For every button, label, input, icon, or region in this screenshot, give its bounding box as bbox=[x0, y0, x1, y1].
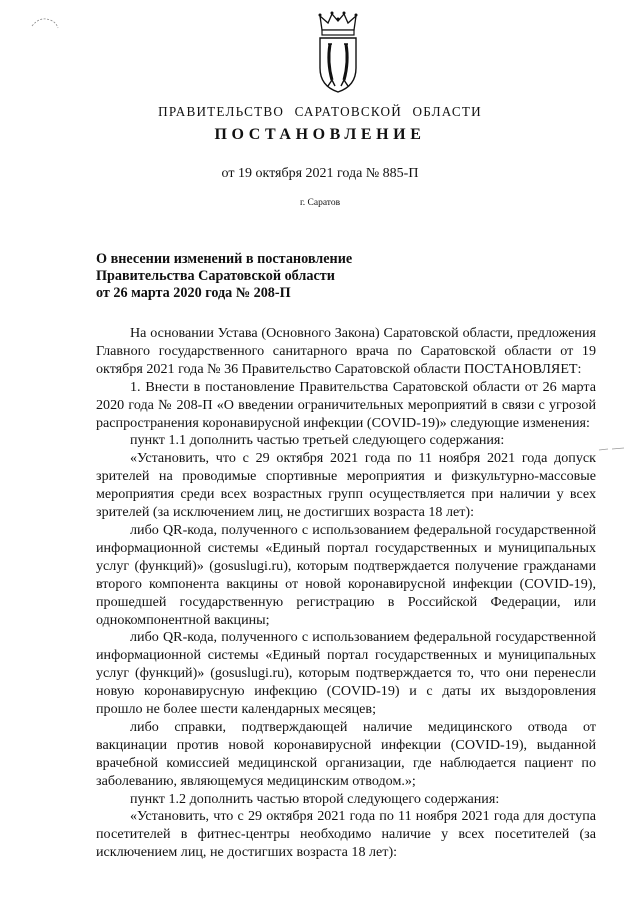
body-paragraph: либо QR-кода, полученного с использованием федеральной государственной информационной системы «Единый портал государственных и муниципальных услуг (функций)» (gosuslugi.ru), которым подтверждается получение гражданами второго компонента вакцины от новой коронавирусной инфекции (COVID-19), прошедшей государственную регистрацию в Российской Федерации, или однокомпонентной вакцины; bbox=[96, 521, 596, 628]
scan-artifact-mark bbox=[30, 14, 60, 30]
gov-word: ПРАВИТЕЛЬСТВО bbox=[158, 104, 285, 119]
body-paragraph: «Установить, что с 29 октября 2021 года по 11 ноября 2021 года для доступа посетителей в фитнес-центры необходимо наличие у всех посетителей (за исключением лиц, не достигших возраста 18 лет): bbox=[96, 808, 596, 861]
saratov-coat-of-arms-icon bbox=[316, 10, 360, 94]
document-body bbox=[96, 325, 596, 862]
body-paragraph: «Установить, что с 29 октября 2021 года по 11 ноября 2021 года допуск зрителей на проводимые спортивные мероприятия и физкультурно-массовые мероприятия среди всех возрастных групп осуществляется при наличии у всех зрителей (за исключением лиц, не достигших возраста 18 лет): bbox=[96, 450, 596, 521]
document-city: г. Саратов bbox=[299, 198, 341, 208]
body-paragraph: 1. Внести в постановление Правительства Саратовской области от 26 марта 2020 года № 208-П «О введении ограничительных мероприятий в связи с угрозой распространения коронавирусной инфекции (COVID-19)» следующие изменения: bbox=[96, 378, 596, 431]
subject-line: от 26 марта 2020 года № 208-П bbox=[96, 285, 291, 301]
subject-line: Правительства Саратовской области bbox=[96, 268, 335, 284]
body-paragraph: пункт 1.2 дополнить частью второй следующего содержания: bbox=[130, 790, 500, 807]
gov-word: ОБЛАСТИ bbox=[412, 104, 482, 119]
body-paragraph: либо справки, подтверждающей наличие медицинского отвода от вакцинации против новой коронавирусной инфекции (COVID-19), выданной врачебной комиссией медицинской организации, где наблюдается пациент по заболеванию, являющемуся медицинским отводом.»; bbox=[96, 718, 596, 789]
document-date-number: от 19 октября 2021 года № 885-П bbox=[221, 166, 419, 181]
body-paragraph: либо QR-кода, полученного с использованием федеральной государственной информационной системы «Единый портал государственных и муниципальных услуг (функций)» (gosuslugi.ru), которым подтверждается то, что они перенесли новую коронавирусную инфекцию (COVID-19) и с даты их выздоровления прошло не более шести календарных месяцев; bbox=[96, 629, 596, 718]
gov-word: САРАТОВСКОЙ bbox=[294, 104, 402, 119]
subject-line: О внесении изменений в постановление bbox=[96, 251, 353, 267]
document-subject bbox=[96, 251, 496, 302]
body-paragraph: На основании Устава (Основного Закона) Саратовской области, предложения Главного государственного санитарного врача по Саратовской области от 19 октября 2021 года № 36 Правительство Саратовской области ПОСТАНОВЛЯЕТ: bbox=[96, 325, 596, 377]
document-type-title: ПОСТАНОВЛЕНИЕ bbox=[214, 126, 426, 143]
government-name bbox=[0, 104, 640, 120]
scan-artifact-mark bbox=[598, 444, 626, 454]
body-paragraph: пункт 1.1 дополнить частью третьей следующего содержания: bbox=[130, 432, 505, 449]
